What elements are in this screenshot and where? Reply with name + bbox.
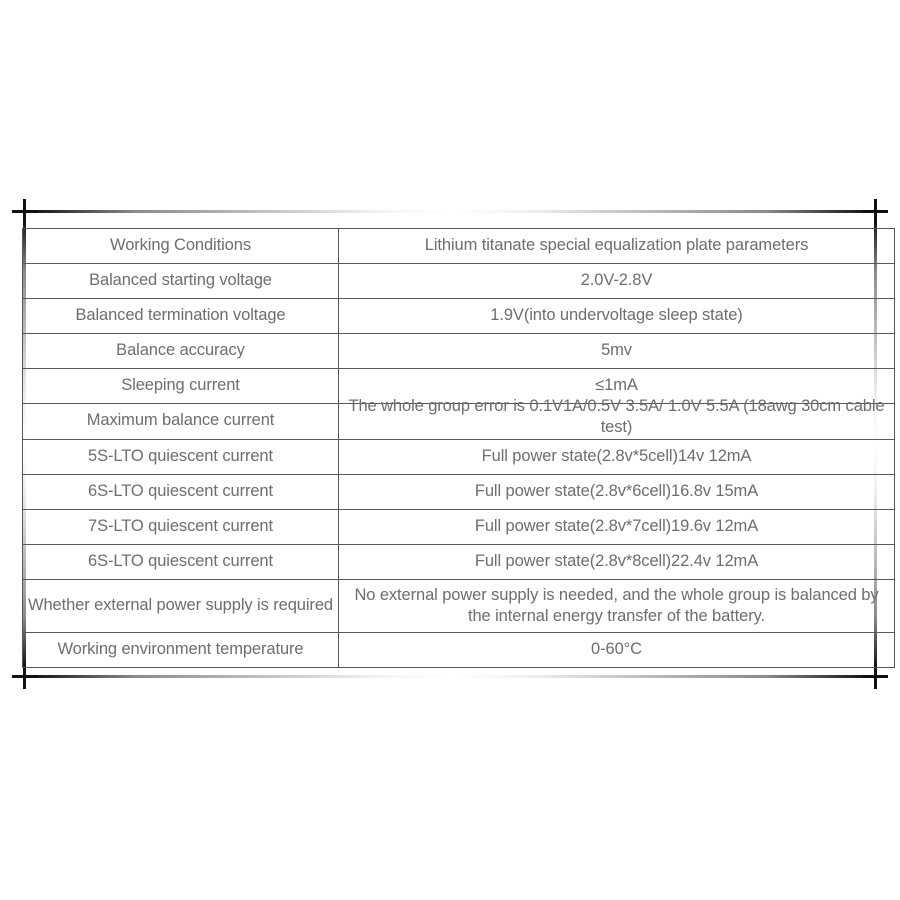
corner-tick-top-right-v (874, 199, 877, 225)
row-value: 0-60°C (339, 633, 895, 668)
table-row (23, 633, 895, 668)
row-label: Sleeping current (23, 369, 339, 404)
frame-line-bottom (12, 675, 888, 678)
table-row (23, 545, 895, 580)
row-label-text: Maximum balance current (86, 411, 275, 429)
cell-clip (343, 397, 890, 439)
row-value: 1.9V(into undervoltage sleep state) (339, 299, 895, 334)
row-value: Full power state(2.8v*5cell)14v 12mA (339, 440, 895, 475)
row-label: 6S-LTO quiescent current (23, 475, 339, 510)
table-row (23, 510, 895, 545)
table-row (23, 475, 895, 510)
table-row (23, 580, 895, 633)
column-header-parameters: Lithium titanate special equalization plate parameters (339, 229, 895, 264)
table-header-row (23, 229, 895, 264)
cell-clip (27, 404, 334, 439)
row-value: No external power supply is needed, and the whole group is balanced by the internal energy transfer of the battery. (339, 580, 895, 633)
row-value-text: The whole group error is 0.1V1A/0.5V 3.5A/ 1.0V 5.5A (18awg 30cm cable test) (348, 397, 885, 437)
table-row (23, 299, 895, 334)
row-label: 7S-LTO quiescent current (23, 510, 339, 545)
row-label: Balanced termination voltage (23, 299, 339, 334)
specification-table (22, 228, 895, 668)
frame-line-top (12, 210, 888, 213)
row-value: Full power state(2.8v*6cell)16.8v 15mA (339, 475, 895, 510)
row-label: Balance accuracy (23, 334, 339, 369)
row-label: Balanced starting voltage (23, 264, 339, 299)
column-header-working-conditions: Working Conditions (23, 229, 339, 264)
row-label (23, 404, 339, 440)
table-row (23, 264, 895, 299)
row-value: 5mv (339, 334, 895, 369)
row-label: Whether external power supply is required (23, 580, 339, 633)
table-row (23, 440, 895, 475)
row-value: 2.0V-2.8V (339, 264, 895, 299)
row-value: Full power state(2.8v*7cell)19.6v 12mA (339, 510, 895, 545)
row-label: 6S-LTO quiescent current (23, 545, 339, 580)
table-row (23, 404, 895, 440)
table-body (23, 229, 895, 668)
row-label: Working environment temperature (23, 633, 339, 668)
row-value (339, 397, 895, 440)
table-row (23, 334, 895, 369)
row-value: Full power state(2.8v*8cell)22.4v 12mA (339, 545, 895, 580)
corner-tick-top-left-v (23, 199, 26, 225)
row-label: 5S-LTO quiescent current (23, 440, 339, 475)
row-value: ≤1mA (339, 369, 895, 404)
